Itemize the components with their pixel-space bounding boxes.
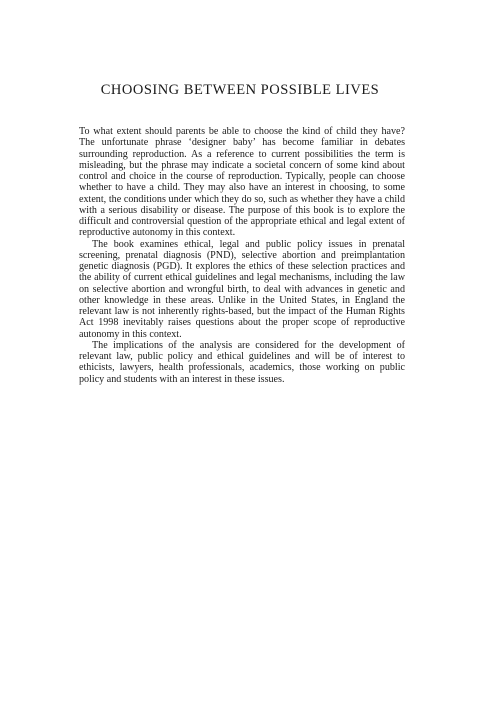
paragraph-1: To what extent should parents be able to choose the kind of child they have? The unfortunate phrase ‘designer baby’ has become familiar in debates surrounding reproduction. As a reference to current possibilities the term is misleading, but the phrase may indicate a societal concern of some kind about control and choice in the course of reproduction. Typically, people can choose whether to have a child. They may also have an interest in choosing, to some extent, the conditions under which they do so, such as whether they have a child with a serious disability or disease. The purpose of this book is to explore the difficult and controversial question of the appropriate ethical and legal extent of reproductive autonomy in this context. (79, 126, 405, 239)
paragraph-2: The book examines ethical, legal and public policy issues in prenatal screening, prenatal diagnosis (PND), selective abortion and preimplantation genetic diagnosis (PGD). It explores the ethics of these selection practices and the ability of current ethical guidelines and legal mechanisms, including the law on selective abortion and wrongful birth, to deal with advances in genetic and other knowledge in these areas. Unlike in the United States, in England the relevant law is not inherently rights-based, but the impact of the Human Rights Act 1998 inevitably raises questions about the proper scope of reproductive autonomy in this context. (79, 238, 405, 340)
paragraph-3: The implications of the analysis are considered for the development of relevant law, public policy and ethical guidelines and will be of interest to ethicists, lawyers, health professionals, academics, those working on public policy and students with an interest in these issues. (79, 339, 405, 385)
page-title: CHOOSING BETWEEN POSSIBLE LIVES (100, 82, 380, 98)
body-text (79, 126, 405, 385)
